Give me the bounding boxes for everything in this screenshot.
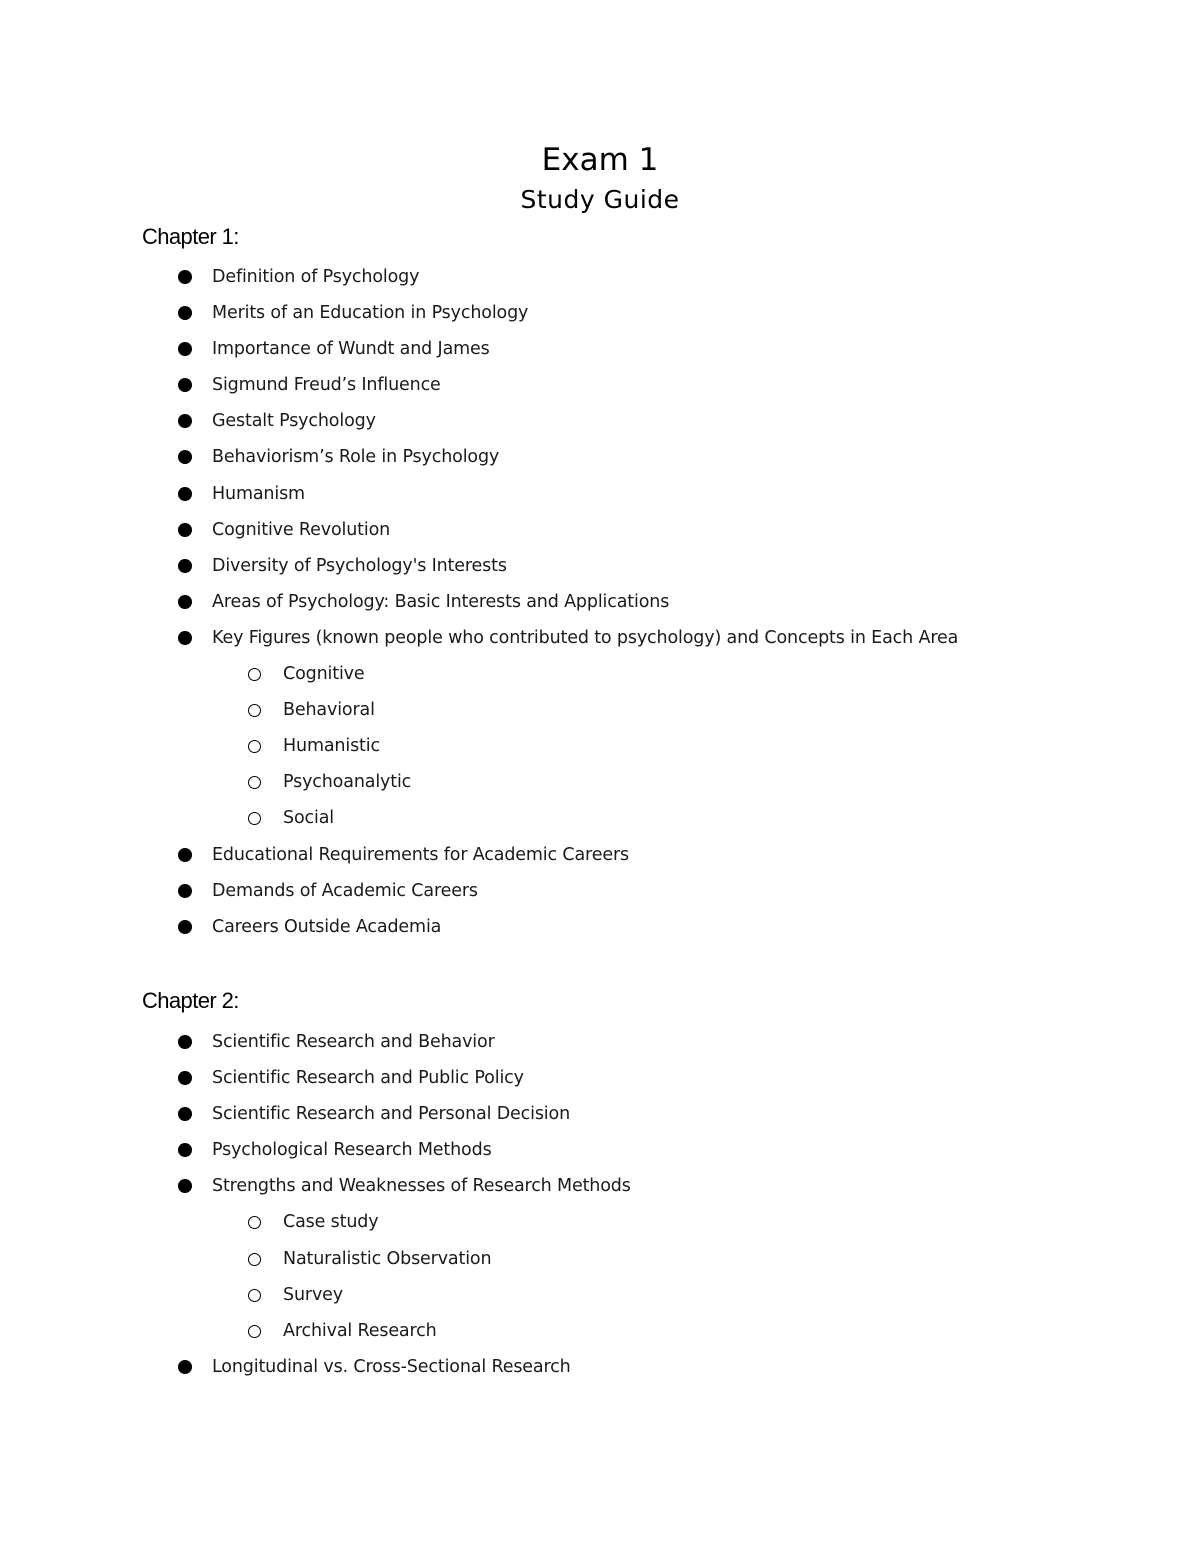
list-item-text: Humanism (212, 483, 305, 504)
list-item (0, 1349, 1200, 1385)
hollow-circle-bullet-icon (248, 1253, 261, 1266)
list-item-text: Naturalistic Observation (283, 1248, 492, 1269)
list-item-text: Humanistic (283, 736, 380, 757)
filled-circle-bullet-icon (178, 523, 192, 537)
hollow-circle-bullet-icon (248, 1289, 261, 1302)
filled-circle-bullet-icon (178, 1107, 192, 1121)
list-item-text: Scientific Research and Personal Decision (212, 1104, 571, 1125)
sub-list-item (0, 1313, 1200, 1349)
chapter-1-heading: Chapter 1: (142, 224, 239, 249)
list-item-text: Psychoanalytic (283, 772, 412, 793)
filled-circle-bullet-icon (178, 487, 192, 501)
hollow-circle-bullet-icon (248, 1216, 261, 1229)
hollow-circle-bullet-icon (248, 812, 261, 825)
list-item (0, 295, 1200, 331)
sub-list-item (0, 800, 1200, 836)
list-item (0, 837, 1200, 873)
document-title: Exam 1 (541, 142, 659, 178)
list-item-text: Sigmund Freud’s Influence (212, 375, 441, 396)
sub-list-item (0, 692, 1200, 728)
list-item (0, 439, 1200, 475)
list-item-text: Educational Requirements for Academic Careers (212, 844, 629, 865)
list-item (0, 1096, 1200, 1132)
chapter-2-list (0, 1024, 1200, 1385)
list-item-text: Survey (283, 1284, 343, 1305)
filled-circle-bullet-icon (178, 270, 192, 284)
list-item (0, 584, 1200, 620)
list-item (0, 367, 1200, 403)
list-item (0, 620, 1200, 656)
hollow-circle-bullet-icon (248, 668, 261, 681)
list-item-text: Gestalt Psychology (212, 411, 376, 432)
sub-list-item (0, 764, 1200, 800)
filled-circle-bullet-icon (178, 306, 192, 320)
list-item-text: Cognitive Revolution (212, 519, 391, 540)
filled-circle-bullet-icon (178, 378, 192, 392)
filled-circle-bullet-icon (178, 1071, 192, 1085)
list-item (0, 1132, 1200, 1168)
list-item-text: Definition of Psychology (212, 267, 420, 287)
list-item-text: Scientific Research and Public Policy (212, 1068, 524, 1089)
list-item-text: Diversity of Psychology's Interests (212, 555, 507, 576)
filled-circle-bullet-icon (178, 559, 192, 573)
filled-circle-bullet-icon (178, 595, 192, 609)
list-item-text: Psychological Research Methods (212, 1140, 492, 1161)
list-item-text: Areas of Psychology: Basic Interests and Applications (212, 591, 670, 612)
filled-circle-bullet-icon (178, 342, 192, 356)
list-item-text: Social (283, 808, 334, 829)
filled-circle-bullet-icon (178, 1035, 192, 1049)
list-item-text: Behavioral (283, 700, 375, 721)
list-item (0, 259, 1200, 295)
filled-circle-bullet-icon (178, 920, 192, 934)
list-item-text: Key Figures (known people who contributed to psychology) and Concepts in Each Area (212, 627, 959, 648)
filled-circle-bullet-icon (178, 414, 192, 428)
list-item-text: Cognitive (283, 664, 365, 685)
list-item (0, 909, 1200, 945)
filled-circle-bullet-icon (178, 1143, 192, 1157)
list-item (0, 512, 1200, 548)
list-item-text: Demands of Academic Careers (212, 880, 478, 901)
chapter-2-heading: Chapter 2: (142, 988, 239, 1013)
filled-circle-bullet-icon (178, 1360, 192, 1374)
list-item-text: Behaviorism’s Role in Psychology (212, 447, 500, 468)
list-item (0, 873, 1200, 909)
list-item (0, 331, 1200, 367)
hollow-circle-bullet-icon (248, 740, 261, 753)
list-item-text: Scientific Research and Behavior (212, 1032, 495, 1052)
list-item (0, 1060, 1200, 1096)
list-item-text: Strengths and Weaknesses of Research Methods (212, 1176, 631, 1197)
filled-circle-bullet-icon (178, 848, 192, 862)
sub-list-item (0, 728, 1200, 764)
filled-circle-bullet-icon (178, 884, 192, 898)
sub-list-item (0, 656, 1200, 692)
sub-list-item (0, 1277, 1200, 1313)
document-subtitle: Study Guide (520, 185, 680, 214)
hollow-circle-bullet-icon (248, 1325, 261, 1338)
sub-list-item (0, 1204, 1200, 1240)
sub-list-item (0, 1241, 1200, 1277)
hollow-circle-bullet-icon (248, 704, 261, 717)
list-item (0, 1024, 1200, 1060)
list-item (0, 548, 1200, 584)
list-item (0, 476, 1200, 512)
list-item-text: Longitudinal vs. Cross-Sectional Research (212, 1356, 571, 1377)
chapter-1-list (0, 259, 1200, 945)
list-item-text: Case study (283, 1212, 379, 1233)
list-item-text: Merits of an Education in Psychology (212, 303, 529, 324)
list-item-text: Importance of Wundt and James (212, 339, 490, 360)
filled-circle-bullet-icon (178, 450, 192, 464)
hollow-circle-bullet-icon (248, 776, 261, 789)
list-item (0, 1168, 1200, 1204)
list-item-text: Careers Outside Academia (212, 916, 442, 937)
filled-circle-bullet-icon (178, 1179, 192, 1193)
list-item (0, 403, 1200, 439)
filled-circle-bullet-icon (178, 631, 192, 645)
list-item-text: Archival Research (283, 1320, 437, 1341)
